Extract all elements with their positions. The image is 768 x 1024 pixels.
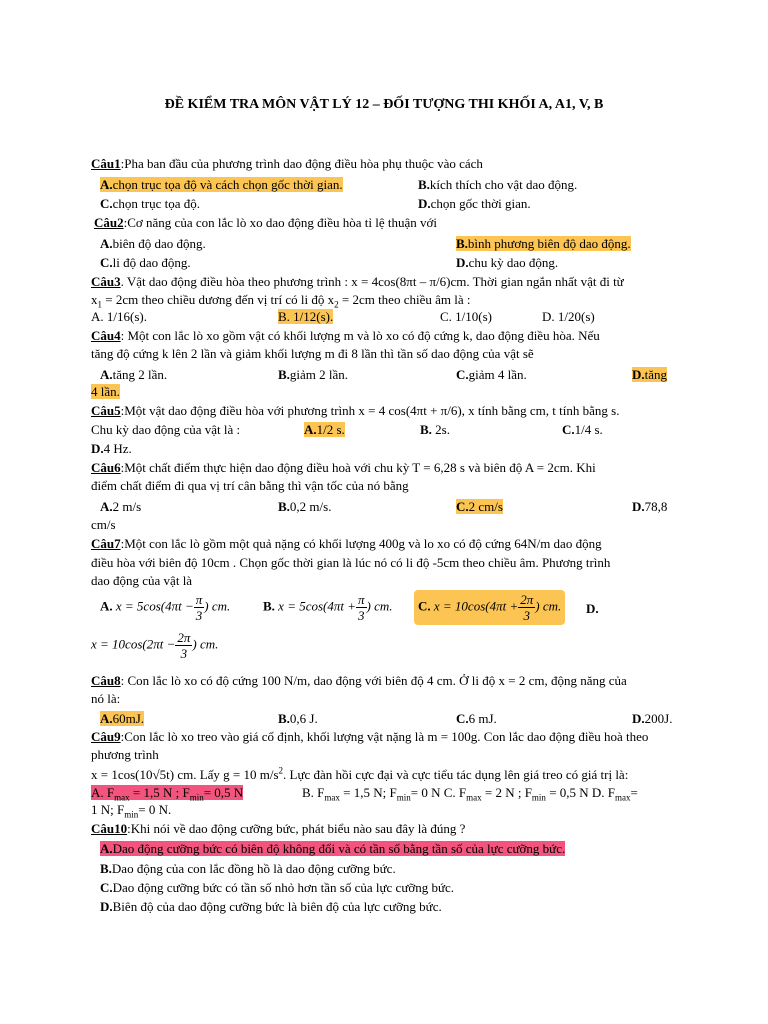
question-label: Câu8 [91,673,121,688]
option-7d-expr: x = 10cos(2πt − $\frac{2\pi}{3}$ ) cm. [91,630,219,661]
option-10c: C.Dao động cưỡng bức có tần số nhỏ hơn tần số của lực cưỡng bức. [100,880,455,895]
option-4a: A.tăng 2 lần. [100,367,168,382]
question-7: Câu7:Một con lắc lò gồm một quả nặng có khối lượng 400g và lo xo có độ cứng 64N/m dao động [91,536,602,551]
question-9-line2: phương trình [91,747,159,762]
option-6a: A.2 m/s [100,499,142,514]
option-10b: B.Dao động của con lắc đồng hồ là dao động cưỡng bức. [100,861,396,876]
option-1b: B.kích thích cho vật dao động. [418,177,578,192]
question-label: Câu4 [91,328,121,343]
option-8c: C.6 mJ. [456,711,497,726]
question-8-line2: nó là: [91,691,121,706]
option-6d-cont: cm/s [91,517,116,532]
option-8a: A.60mJ. [100,711,145,726]
question-label: Câu7 [91,536,121,551]
option-3c: C. 1/10(s) [440,309,492,324]
question-label: Câu9 [91,729,121,744]
question-1 [91,155,483,172]
option-4d-cont: 4 lần. [91,384,120,399]
option-5a: A.1/2 s. [304,422,345,437]
option-5c: C.1/4 s. [562,422,603,437]
option-5b: B. 2s. [420,422,450,437]
option-4b: B.giảm 2 lần. [278,367,349,382]
option-3a: A. 1/16(s). [91,309,147,324]
question-label: Câu6 [91,460,121,475]
question-5: Câu5:Một vật dao động điều hòa với phương trình x = 4 cos(4πt + π/6), x tính bằng cm, t tính bằng s. [91,403,620,418]
question-6-line2: điểm chất điểm đi qua vị trí cân bằng thì vận tốc của nó bằng [91,478,409,493]
option-2d: D.chu kỳ dao động. [456,255,559,270]
question-label: Câu3 [91,274,121,289]
question-label: Câu10 [91,821,128,836]
page-title: ĐỀ KIỂM TRA MÔN VẬT LÝ 12 – ĐỐI TƯỢNG THI KHỐI A, A1, V, B [164,97,604,112]
question-5-line2: Chu kỳ dao động của vật là : [91,422,241,437]
option-4c: C.giảm 4 lần. [456,367,527,382]
option-9bcd: B. $F_{max} = 1,5$ N; $F_{min}= 0$ N C. $F_{max} = 2$ N ; $F_{min} = 0,5$ N D. $F_{max}=$ [302,785,638,803]
question-text: :Cơ năng của con lắc lò xo dao động điều hòa tỉ lệ thuận với [123,215,438,230]
option-9d-cont: 1 N; $F_{min}= 0$ N. [91,802,172,820]
question-9: Câu9:Con lắc lò xo treo vào giá cố định, khối lượng vật nặng là m = 100g. Con lắc dao động điều hoà theo [91,729,649,744]
question-2 [94,214,437,231]
option-10d: D.Biên độ của dao động cưỡng bức là biên độ của lực cưỡng bức. [100,899,442,914]
question-9-line3: x = 1cos(10√5t) cm. Lấy g = 10 $m/s^2$. Lực đàn hồi cực đại và cực tiểu tác dụng lên giá treo có giá trị là: [91,765,629,782]
option-7a: A. x = 5cos(4πt − $\frac{\pi}{3}$ ) cm. [100,592,231,623]
option-2a: A.biên độ dao động. [100,236,206,251]
question-10: Câu10:Khi nói về dao động cưỡng bức, phát biểu nào sau đây là đúng ? [91,821,466,836]
option-4d: D.tăng [632,367,668,382]
question-7-line3: dao động của vật là [91,573,193,588]
option-3d: D. 1/20(s) [542,309,595,324]
question-8: Câu8: Con lắc lò xo có độ cứng 100 N/m, dao động với biên độ 4 cm. Ở li độ x = 2 cm, động năng của [91,673,627,688]
option-8b: B.0,6 J. [278,711,318,726]
option-10a: A.Dao động cưỡng bức có biên độ không đổi và có tần số bằng tần số của lực cưỡng bức. [100,841,566,856]
option-3b: B. 1/12(s). [278,309,334,324]
option-6c: C.2 cm/s [456,499,503,514]
question-3: Câu3. Vật dao động điều hòa theo phương trình : x = 4cos(8πt – π/6)cm. Thời gian ngắn nhất vật đi từ [91,274,624,289]
option-2b: B.bình phương biên độ dao động. [456,236,631,251]
option-1d: D.chọn gốc thời gian. [418,196,531,211]
option-8d: D.200J. [632,711,673,726]
option-7c: C. x = 10cos(4πt + $\frac{2\pi}{3}$ ) cm. [414,590,565,625]
question-label: Câu2 [94,215,124,230]
question-label: Câu1 [91,156,121,171]
option-5d: D.4 Hz. [91,441,132,456]
question-6: Câu6:Một chất điểm thực hiện dao động điều hoà với chu kỳ T = 6,28 s và biên độ A = 2cm. Khi [91,460,596,475]
option-1a: A.chọn trục tọa độ và cách chọn gốc thời gian. [100,177,343,192]
option-7d: D. [586,601,599,616]
option-6b: B.0,2 m/s. [278,499,332,514]
question-4: Câu4: Một con lắc lò xo gồm vật có khối lượng m và lò xo có độ cứng k, dao động điều hòa. Nếu [91,328,600,343]
option-7b: B. x = 5cos(4πt + $\frac{\pi}{3}$ ) cm. [263,592,393,623]
option-2c: C.li độ dao động. [100,255,191,270]
question-label: Câu5 [91,403,121,418]
question-text: :Pha ban đầu của phương trình dao động điều hòa phụ thuộc vào cách [120,156,483,171]
question-7-line2: điều hòa với biên độ 10cm . Chọn gốc thời gian là lúc nó có li độ -5cm theo chiều âm. Phương trình [91,555,611,570]
option-1c: C.chọn trục tọa độ. [100,196,201,211]
question-3-line2: $x_1 = 2cm$ theo chiều dương đến vị trí có li độ $x_2 = 2cm$ theo chiều âm là : [91,292,471,310]
option-6d: D.78,8 [632,499,668,514]
question-4-line2: tăng độ cứng k lên 2 lần và giảm khối lượng m đi 8 lần thì tần số dao động của vật sẽ [91,346,534,361]
option-9a: A. $F_{max} = 1,5$ N ; $F_{min}= 0,5$ N [91,785,244,803]
